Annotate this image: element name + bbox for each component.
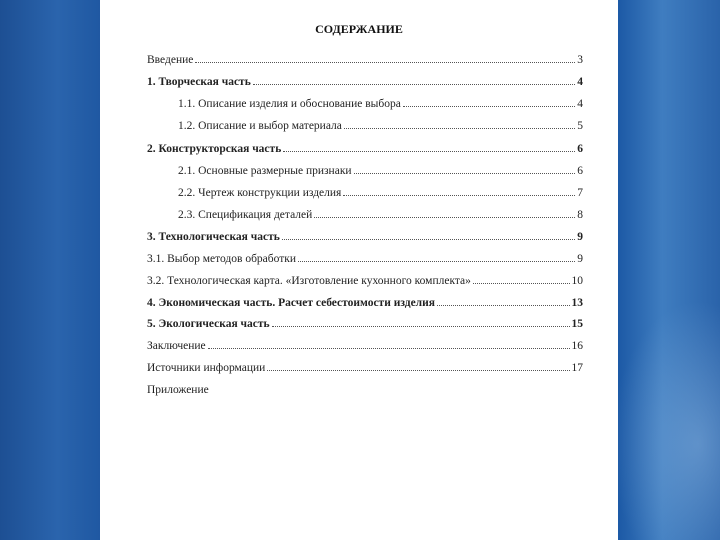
toc-entry-page: 9 [577,231,583,243]
dot-leader [298,261,575,262]
toc-entry-label: Приложение [147,384,209,396]
toc-entry [147,139,583,155]
dot-leader [283,151,575,152]
toc-entry-page: 10 [571,275,583,287]
dot-leader [272,326,570,327]
dot-leader [314,217,575,218]
toc-entry [147,249,583,265]
toc-entry-page: 13 [571,297,583,309]
dot-leader [344,128,575,129]
toc-entry-label: 5. Экологическая часть [147,318,270,330]
dot-leader [195,62,575,63]
toc-entry [147,336,583,352]
toc-entry-label: 2.2. Чертеж конструкции изделия [178,187,342,199]
dot-leader [343,195,575,196]
toc-entry-page: 17 [571,362,583,374]
toc-entry [178,94,583,110]
toc-entry-label: 1.1. Описание изделия и обоснование выбора [178,98,401,110]
toc-entry-page: 3 [577,54,583,66]
toc-entry-label: 2.3. Спецификация деталей [178,209,313,221]
toc-entry [147,380,583,396]
toc-entry-label: Введение [147,54,194,66]
toc-entry [147,271,583,287]
toc-entry-page: 6 [577,165,583,177]
toc-entry-page: 7 [577,187,583,199]
toc-entry-page: 15 [571,318,583,330]
toc-entry-page: 4 [577,98,583,110]
dot-leader [267,370,569,371]
toc-entry-page: 8 [577,209,583,221]
dot-leader [473,283,570,284]
toc-entry [178,205,583,221]
toc-entry [147,293,583,309]
toc-entry-label: Источники информации [147,362,266,374]
dot-leader [403,106,575,107]
toc-entry-label: 2.1. Основные размерные признаки [178,165,352,177]
toc-entry-page: 5 [577,120,583,132]
document-page [100,0,618,540]
toc-entry-label: Заключение [147,340,206,352]
dot-leader [437,305,570,306]
toc-entry [147,314,583,330]
toc-entry [178,161,583,177]
page-title: СОДЕРЖАНИЕ [315,22,403,36]
toc-entry-label: 2. Конструкторская часть [147,143,282,155]
toc-entry [147,72,583,88]
toc-entry-label: 1. Творческая часть [147,76,251,88]
dot-leader [354,173,576,174]
toc-entry [147,227,583,243]
toc-entry [147,358,583,374]
toc-entry [147,50,583,66]
toc-entry [178,183,583,199]
toc-entry-label: 3.2. Технологическая карта. «Изготовление кухонного комплекта» [147,275,471,287]
toc-entry-page: 6 [577,143,583,155]
toc-entry-label: 1.2. Описание и выбор материала [178,120,342,132]
toc-entry [178,116,583,132]
dot-leader [282,239,575,240]
background-glow [610,300,720,540]
dot-leader [253,84,575,85]
toc-entry-page: 4 [577,76,583,88]
toc-entry-label: 3.1. Выбор методов обработки [147,253,297,265]
toc-entry-page: 16 [571,340,583,352]
toc-entry-page: 9 [577,253,583,265]
toc-entry-label: 4. Экономическая часть. Расчет себестоимости изделия [147,297,435,309]
toc-entry-label: 3. Технологическая часть [147,231,280,243]
dot-leader [208,348,570,349]
